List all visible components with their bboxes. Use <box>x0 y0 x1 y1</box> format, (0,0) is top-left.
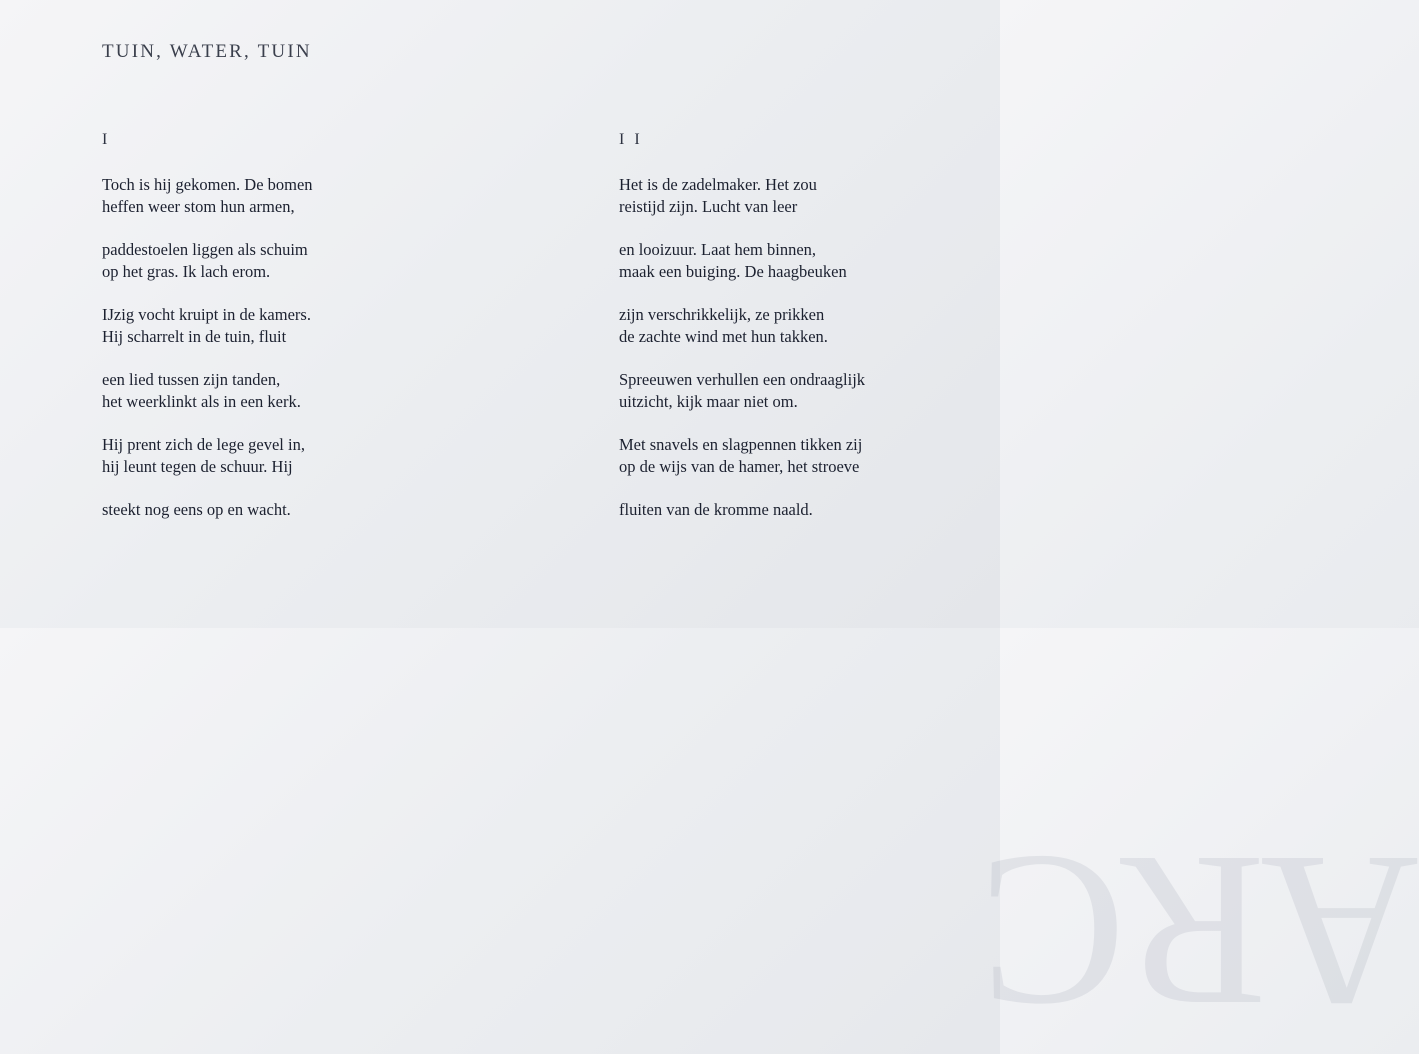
stanza <box>619 304 959 347</box>
poem-section-2 <box>619 131 959 543</box>
section-numeral: I <box>102 131 111 148</box>
verse-line: IJzig vocht kruipt in de kamers. <box>102 305 311 324</box>
verse-line: fluiten van de kromme naald. <box>619 500 813 519</box>
poem-section-1 <box>102 131 442 543</box>
stanza <box>102 434 442 477</box>
verse-line: en looizuur. Laat hem binnen, <box>619 240 817 259</box>
verse-line: zijn verschrikkelijk, ze prikken <box>619 305 825 324</box>
stanza <box>619 239 959 282</box>
verse-line: Hij prent zich de lege gevel in, <box>102 435 305 454</box>
verse-line: op het gras. Ik lach erom. <box>102 261 271 281</box>
verse-line: Spreeuwen verhullen een ondraaglijk <box>619 370 866 389</box>
verse-line: heffen weer stom hun armen, <box>102 196 295 216</box>
verse-line: paddestoelen liggen als schuim <box>102 240 308 259</box>
verse-line: een lied tussen zijn tanden, <box>102 370 281 389</box>
stanza <box>102 239 442 282</box>
stanza <box>102 369 442 412</box>
stanza <box>619 434 959 477</box>
watermark-text: ARC <box>985 810 1419 1054</box>
verse-line: hij leunt tegen de schuur. Hij <box>102 456 293 476</box>
verse-line: uitzicht, kijk maar niet om. <box>619 391 798 411</box>
stanza <box>619 369 959 412</box>
verse-line: Het is de zadelmaker. Het zou <box>619 175 817 194</box>
verse-line: Met snavels en slagpennen tikken zij <box>619 435 863 454</box>
verse-line: Hij scharrelt in de tuin, fluit <box>102 326 287 346</box>
stanza <box>102 499 442 521</box>
verse-line: op de wijs van de hamer, het stroeve <box>619 456 860 476</box>
stanza <box>102 304 442 347</box>
stanza <box>102 174 442 217</box>
verse-line: reistijd zijn. Lucht van leer <box>619 196 798 216</box>
verse-line: het weerklinkt als in een kerk. <box>102 391 301 411</box>
stanza <box>619 499 959 521</box>
verse-line: Toch is hij gekomen. De bomen <box>102 175 313 194</box>
poem-title: TUIN, WATER, TUIN <box>102 41 312 62</box>
stanza <box>619 174 959 217</box>
verse-line: steekt nog eens op en wacht. <box>102 500 291 519</box>
section-numeral: I I <box>619 131 643 148</box>
verse-line: de zachte wind met hun takken. <box>619 326 828 346</box>
verse-line: maak een buiging. De haagbeuken <box>619 261 847 281</box>
